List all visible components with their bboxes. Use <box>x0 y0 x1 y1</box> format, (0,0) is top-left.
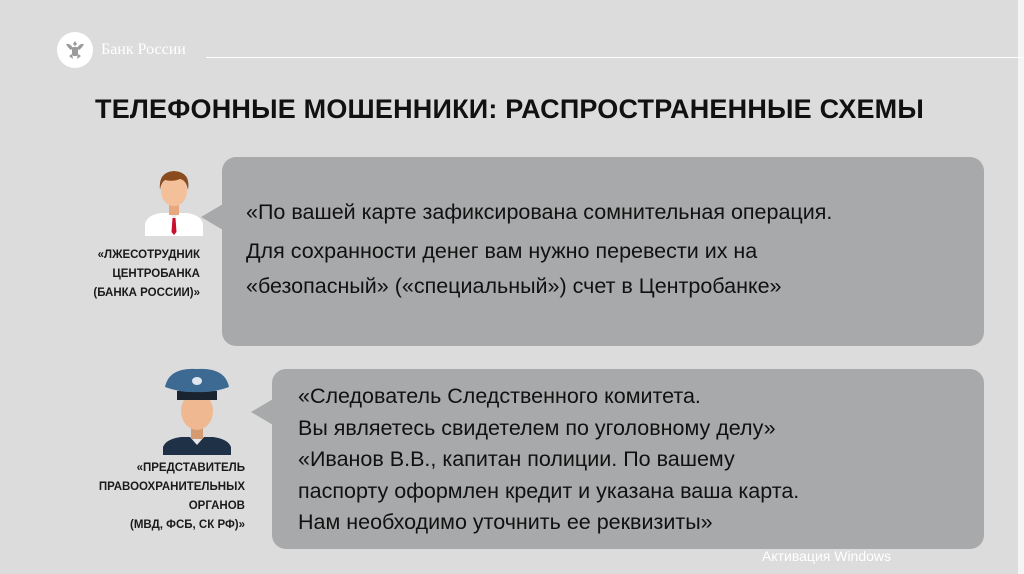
speech-bubble-bank-employee <box>222 157 984 346</box>
speech-bubble-tail <box>201 204 223 230</box>
office-worker-icon <box>143 166 205 241</box>
bank-logo <box>57 32 186 68</box>
speech-bubble-tail <box>251 399 273 425</box>
quote-line: «Иванов В.В., капитан полиции. По вашему <box>298 447 735 471</box>
caption-line: (БАНКА РОССИИ)» <box>93 287 200 299</box>
caption-line: ПРАВООХРАНИТЕЛЬНЫХ <box>98 481 245 493</box>
caption-fake-bank-employee <box>60 246 200 303</box>
quote-line: «Следователь Следственного комитета. <box>298 384 701 408</box>
windows-activation-watermark: Активация Windows <box>762 548 892 564</box>
quote-line: Нам необходимо уточнить ее реквизиты» <box>298 510 713 534</box>
speech-bubble-law-enforcement <box>272 369 984 549</box>
caption-line: ЦЕНТРОБАНКА <box>112 268 200 280</box>
caption-line: ОРГАНОВ <box>188 500 245 512</box>
quote-line: паспорту оформлен кредит и указана ваша карта. <box>298 478 800 503</box>
quote-line: Вы являетесь свидетелем по уголовному делу» <box>298 415 776 440</box>
caption-law-enforcement <box>60 459 245 535</box>
quote-line: «По вашей карте зафиксирована сомнительная операция. <box>246 200 833 224</box>
caption-line: (МВД, ФСБ, СК РФ)» <box>130 519 245 531</box>
caption-line: «ПРЕДСТАВИТЕЛЬ <box>136 462 245 474</box>
header-divider <box>206 57 1024 58</box>
logo-text: Банк России <box>101 41 186 58</box>
double-headed-eagle-icon <box>57 32 93 68</box>
quote-line: «безопасный» («специальный») счет в Центробанке» <box>246 274 782 298</box>
slide-edge <box>1018 0 1024 574</box>
quote-line: Для сохранности денег вам нужно перевести их на <box>246 239 758 263</box>
caption-line: «ЛЖЕСОТРУДНИК <box>97 249 200 261</box>
page-title: ТЕЛЕФОННЫЕ МОШЕННИКИ: РАСПРОСТРАНЕННЫЕ СХЕМЫ <box>95 94 924 124</box>
police-officer-icon <box>161 367 233 460</box>
